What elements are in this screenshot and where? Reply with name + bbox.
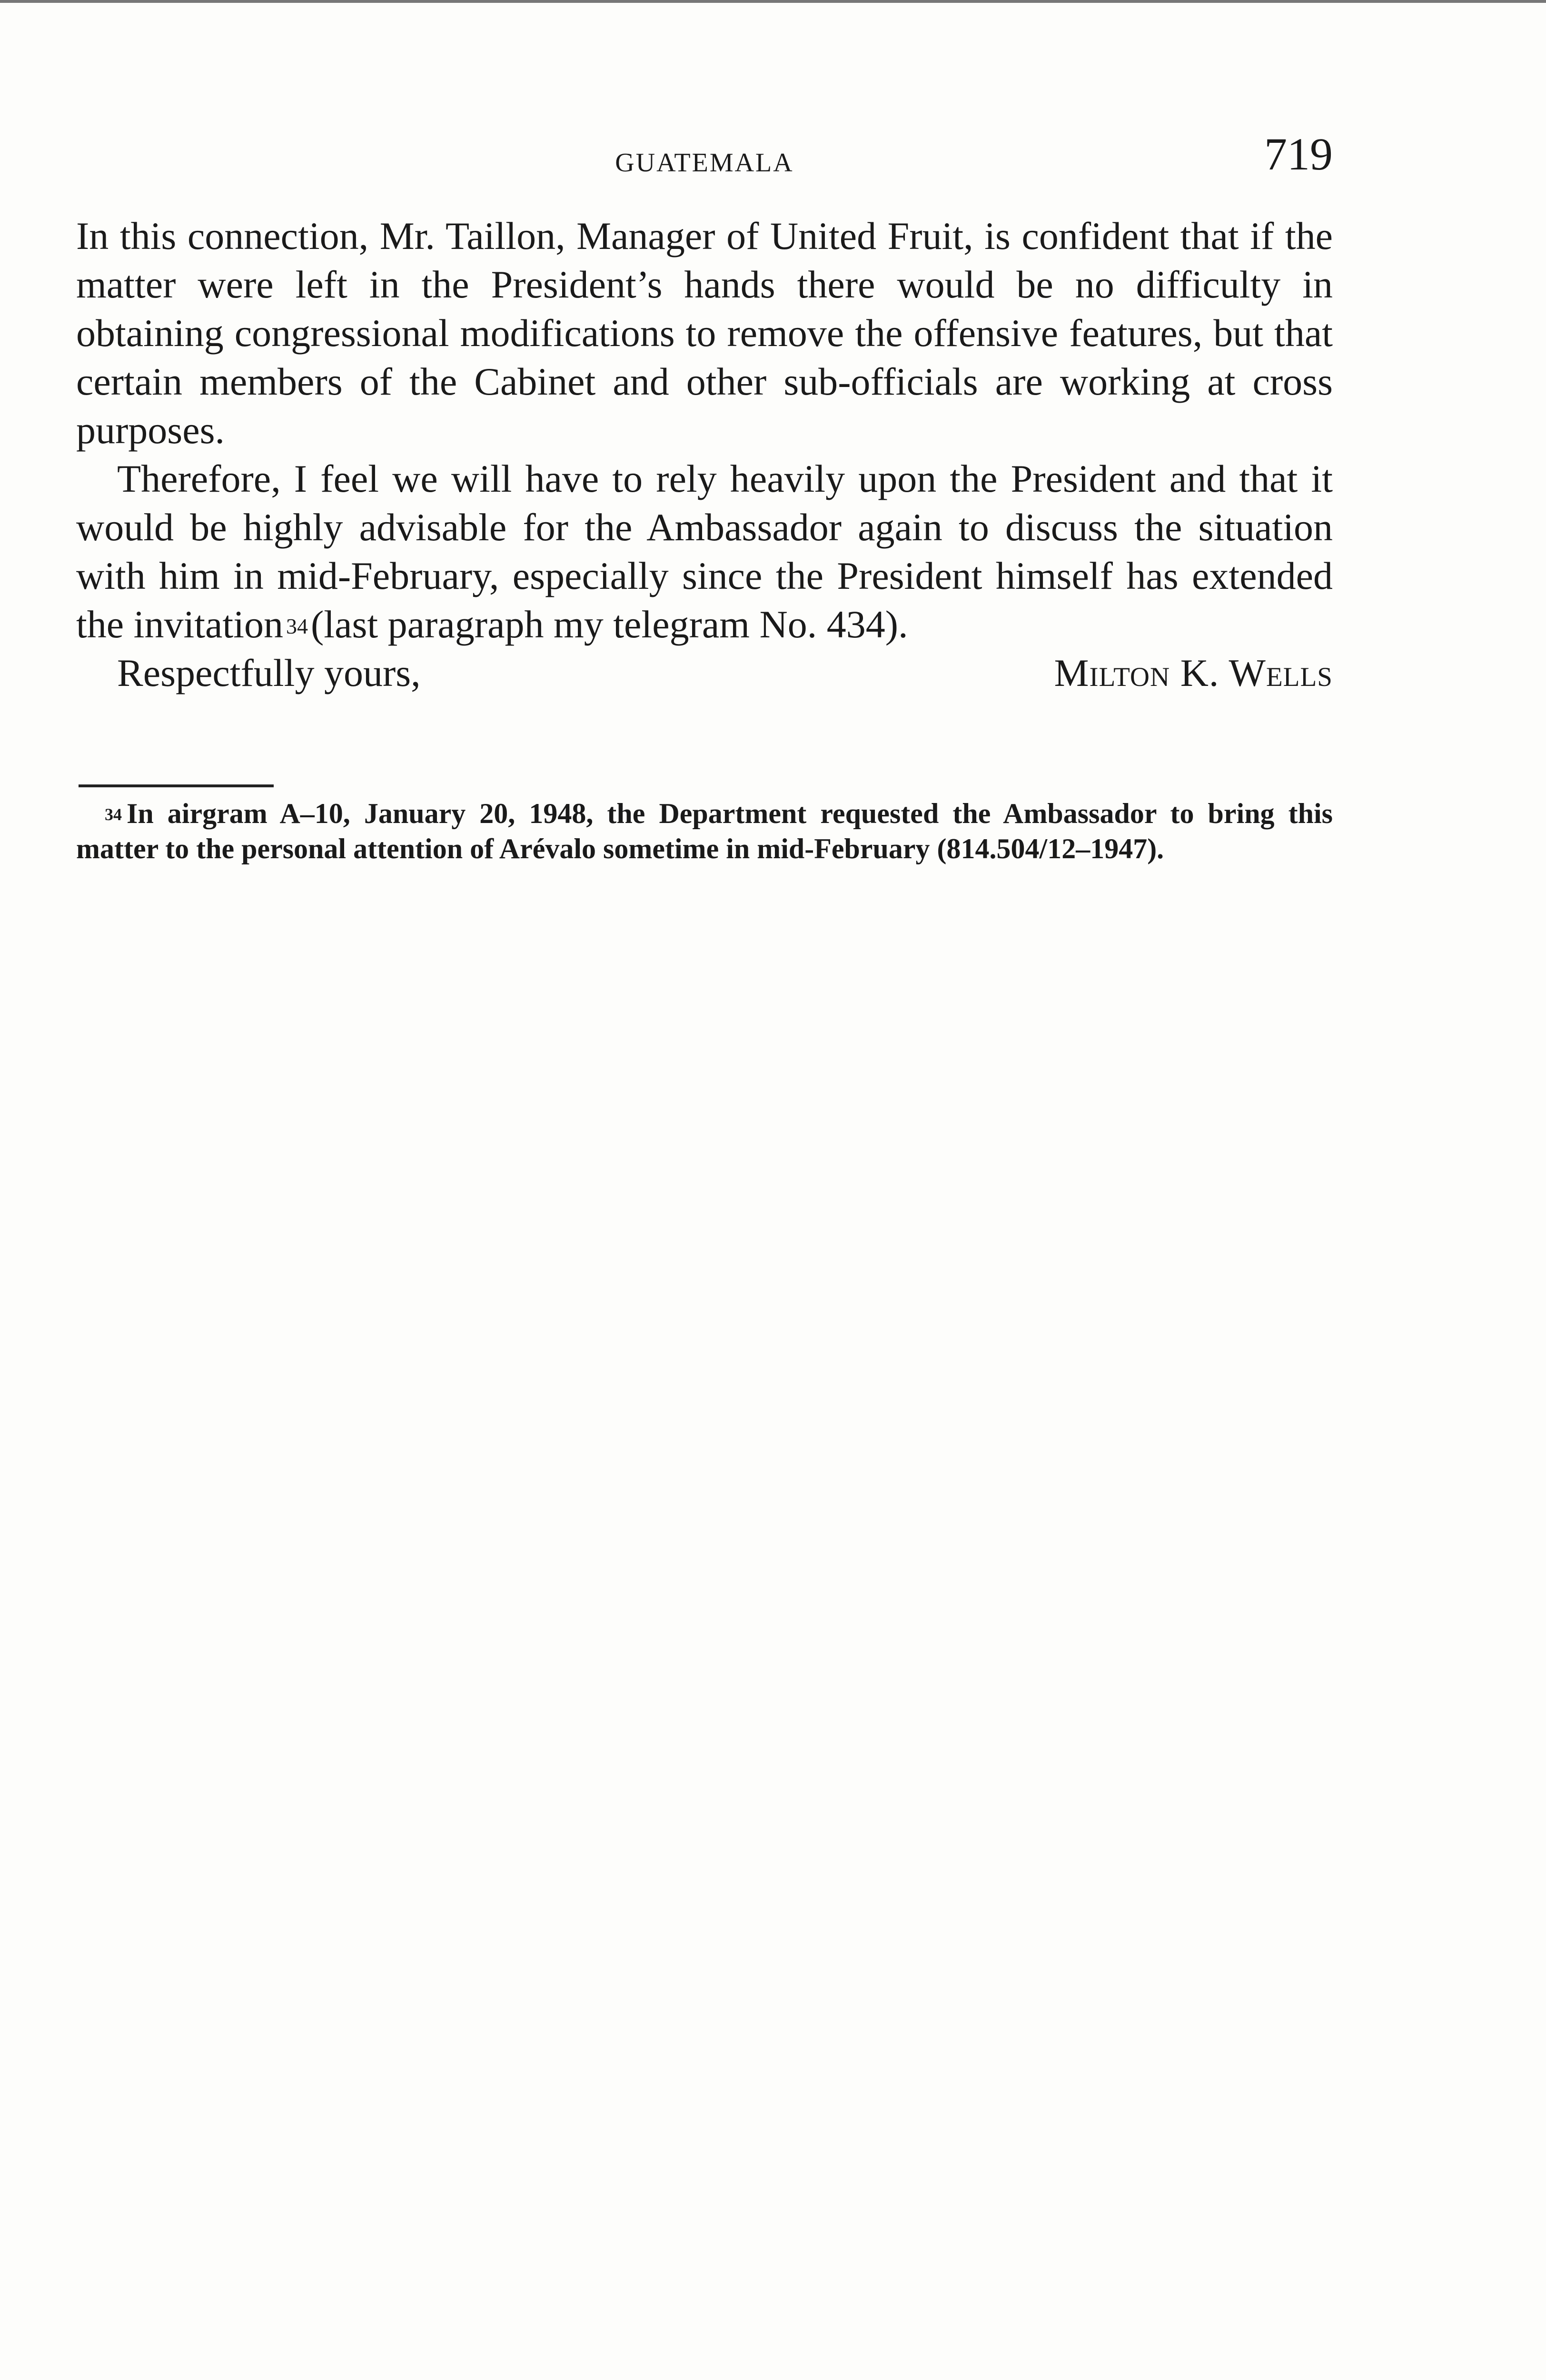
footnote-reference: 34 (286, 614, 308, 638)
paragraph-taillon: In this connection, Mr. Taillon, Manager of United Fruit, is confident that if the matter were left in the President’s hands there would be no difficulty in obtaining congressional modifications to remove the offensive features, but that certain members of the Cabinet and other sub-officials are working at cross purposes. (76, 214, 1333, 452)
signature: Milton K. Wells (1054, 651, 1333, 694)
paragraph-therefore-tail: (last paragraph my telegram No. 434). (310, 603, 908, 646)
footnote-text: In airgram A–10, January 20, 1948, the Department requested the Ambassador to bring this matter to the personal attention of Arévalo sometime in mid-February (814.504/12–1947). (76, 798, 1333, 864)
page-number: 719 (1264, 129, 1333, 179)
footnote-marker: 34 (105, 805, 122, 824)
paragraph-therefore-text: Therefore, I feel we will have to rely heavily upon the President and that it would be highly advisable for the Ambassador again to discuss the situation with him in mid-February, especially since the President himself has extended the invitation (76, 457, 1333, 646)
letter-body (76, 212, 1333, 697)
footnote (76, 796, 1333, 866)
footnote-divider (79, 784, 274, 787)
paragraph-therefore (76, 455, 1333, 649)
running-title: GUATEMALA (615, 148, 794, 178)
top-edge-rule (0, 0, 1546, 3)
closing-salutation: Respectfully yours, (117, 651, 421, 694)
page-header (76, 129, 1333, 186)
closing-line (76, 649, 1333, 697)
